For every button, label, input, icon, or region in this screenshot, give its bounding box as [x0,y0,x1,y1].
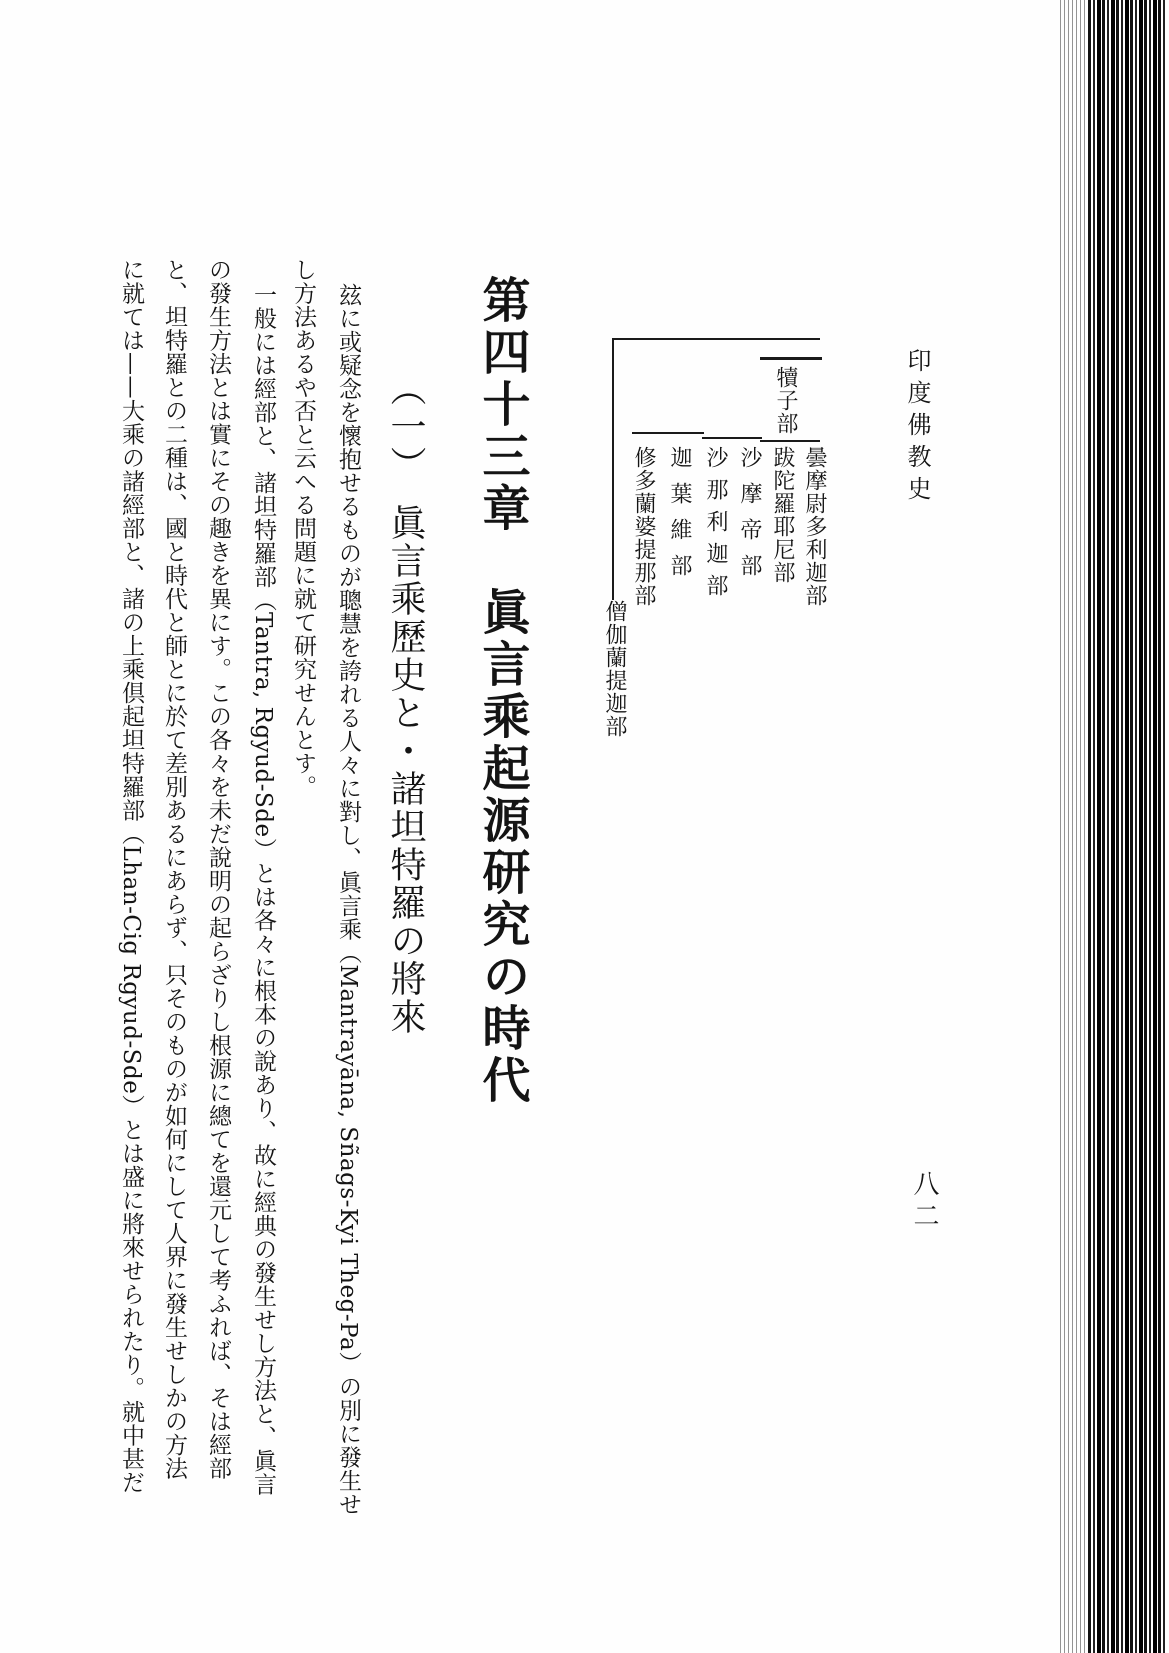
diagram-connector-top [760,357,822,360]
diagram-group-label: 犢子部 [773,366,798,435]
running-header-title: 印度佛教史 [903,348,931,508]
diagram-bracket-1 [760,440,820,442]
scan-binding-edge [1088,0,1166,1653]
scan-binding-shadow [1060,0,1088,1653]
page-number: 八二 [909,1170,939,1234]
body-line: 玆に或疑念を懷抱せるものが聰慧を誇れる人々に對し、眞言乘（Mantrayāna, Sñags-Kyi Theg-Pa）の別に發生せ [335,283,361,1516]
diagram-bracket-3 [632,432,704,434]
body-line: に就ては——大乘の諸經部と、諸の上乘倶起坦特羅部（Lhan-Cig Rgyud-Sde）とは盛に將來せられたり。就中甚だ [118,258,144,1494]
body-line: の發生方法とは實にその趣きを異にす。この各々を未だ說明の起らざりし根源に總てを還元して考ふれば、そは經部 [205,258,231,1480]
diagram-branch-5: 迦葉維部 [667,446,692,590]
section-title: （一） 眞言乘歷史と・諸坦特羅の將來 [385,370,426,1036]
diagram-branch-6: 修多蘭婆提那部 [631,446,656,607]
diagram-root-horizontal [612,338,820,340]
diagram-root-label: 僧伽蘭提迦部 [602,600,627,738]
body-line: し方法あるや否と云へる問題に就て研究せんとす。 [290,258,316,799]
diagram-branch-1: 曇摩尉多利迦部 [802,446,827,607]
diagram-branch-4: 沙那利迦部 [703,446,728,606]
diagram-bracket-2 [702,437,762,439]
diagram-branch-2: 跋陀羅耶尼部 [770,446,795,584]
body-line: 一般には經部と、諸坦特羅部（Tantra, Rgyud-Sde）とは各々に根本の說あり、故に經典の發生せし方法と、眞言 [250,283,276,1496]
body-line: と、坦特羅との二種は、國と時代と師とに於て差別あるにあらず、只そのものが如何にして人界に發生せしかの方法 [161,258,187,1480]
diagram-root-vertical [612,338,614,600]
chapter-title: 第四十三章 眞言乘起源研究の時代 [474,275,530,1107]
diagram-branch-3: 沙摩帝部 [737,446,762,590]
